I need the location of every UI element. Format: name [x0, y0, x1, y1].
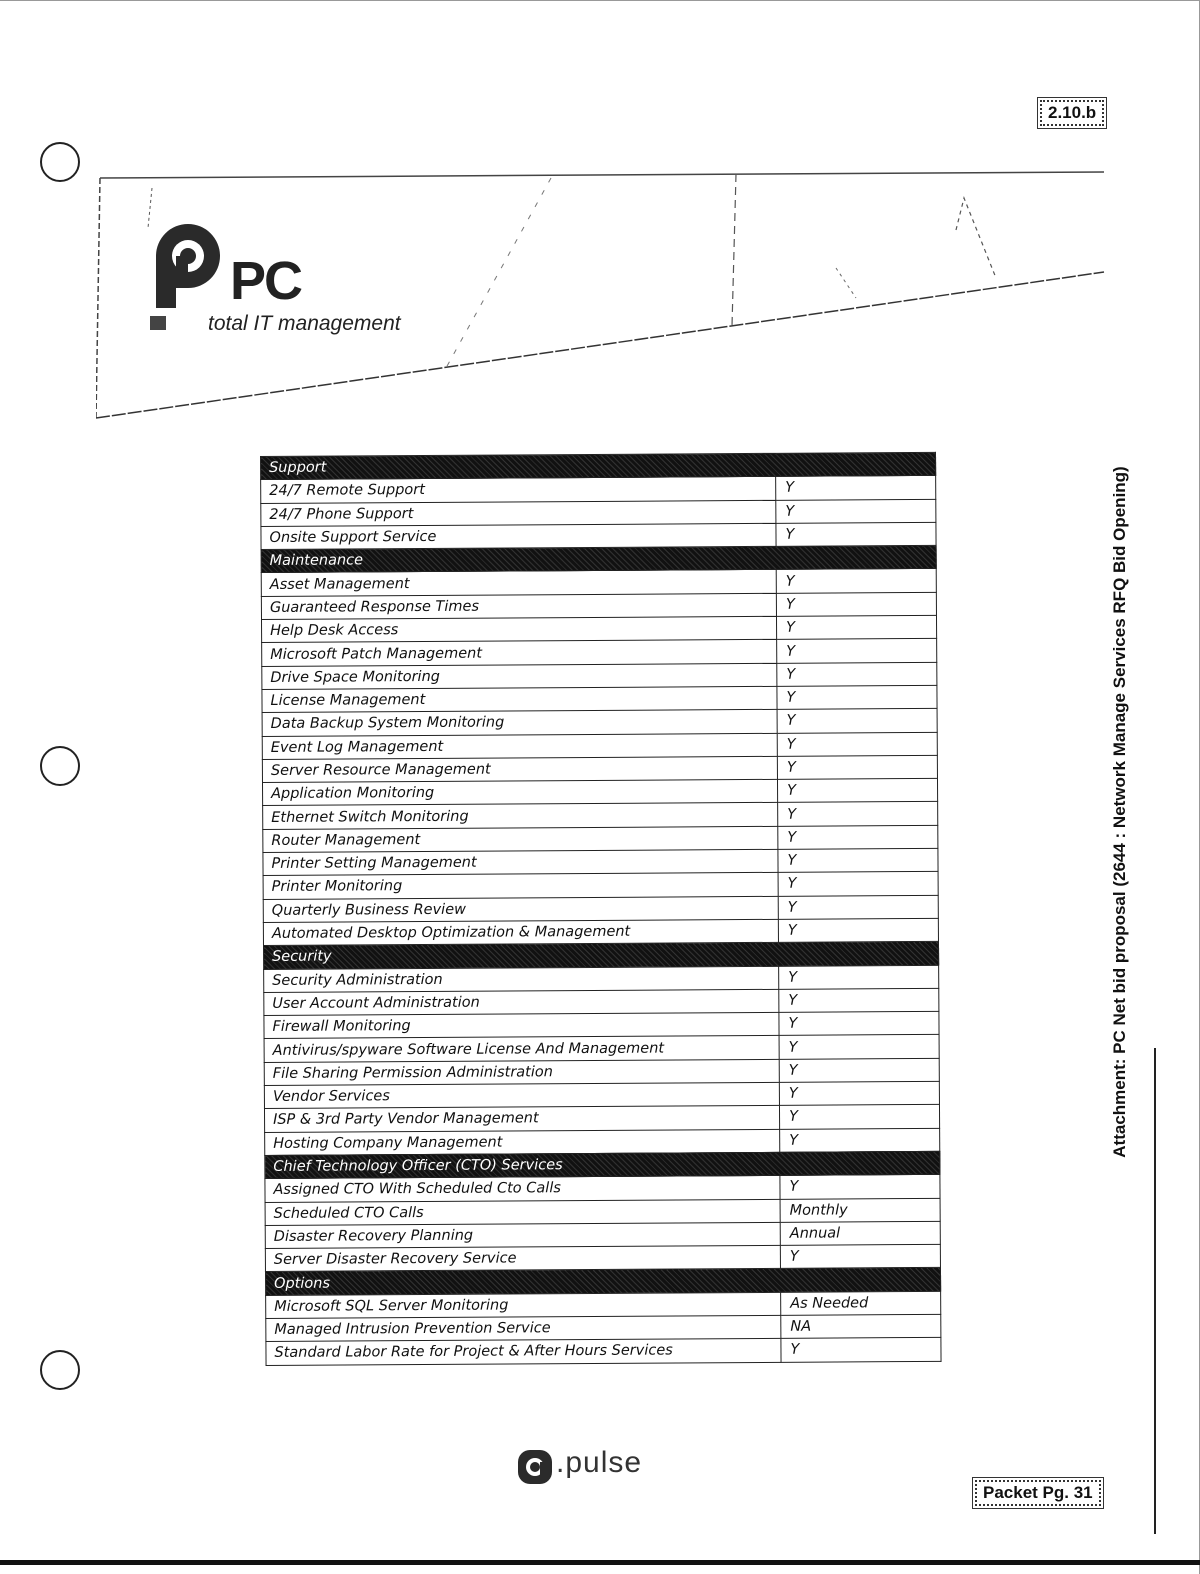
pc-logo	[146, 216, 416, 346]
service-value-cell: Y	[780, 1128, 940, 1152]
service-name-cell: Printer Monitoring	[263, 873, 778, 899]
service-name-cell: Assigned CTO With Scheduled Cto Calls	[265, 1176, 780, 1202]
service-value-cell: Y	[778, 918, 938, 942]
service-value-cell: Y	[777, 685, 937, 709]
service-value-cell: Y	[776, 499, 936, 523]
service-value-cell: Y	[776, 569, 936, 593]
service-name-cell: Microsoft Patch Management	[262, 640, 777, 666]
service-value-cell: Y	[778, 802, 938, 826]
service-name-cell: ISP & 3rd Party Vendor Management	[264, 1106, 779, 1132]
service-value-cell: Y	[780, 1175, 940, 1199]
service-name-cell: Server Resource Management	[262, 756, 777, 782]
service-value-cell: Y	[778, 872, 938, 896]
service-value-cell: Y	[779, 1035, 939, 1059]
section-title: Maintenance	[261, 546, 936, 573]
service-name-cell: Scheduled CTO Calls	[265, 1199, 780, 1225]
service-name-cell: Antivirus/spyware Software License And Management	[264, 1036, 779, 1062]
service-name-cell: Onsite Support Service	[261, 523, 776, 549]
service-name-cell: Hosting Company Management	[265, 1129, 780, 1155]
margin-rule	[1154, 1048, 1156, 1534]
services-table	[260, 452, 942, 1366]
service-value-cell: Y	[781, 1338, 941, 1362]
service-name-cell: 24/7 Remote Support	[261, 477, 776, 503]
binder-hole	[40, 142, 80, 182]
service-value-cell: Y	[777, 662, 937, 686]
bottom-rule	[0, 1560, 1200, 1565]
attachment-side-label: Attachment: PC Net bid proposal (2644 : Network Manage Services RFQ Bid Opening)	[1110, 466, 1129, 1158]
service-value-cell: Annual	[780, 1221, 940, 1245]
service-value-cell: Y	[776, 476, 936, 500]
service-value-cell: Y	[779, 1105, 939, 1129]
service-value-cell: Y	[777, 639, 937, 663]
service-name-cell: Quarterly Business Review	[263, 896, 778, 922]
service-value-cell: Y	[777, 755, 937, 779]
service-name-cell: Data Backup System Monitoring	[262, 710, 777, 736]
pulse-logo	[516, 1448, 666, 1488]
service-name-cell: Managed Intrusion Prevention Service	[266, 1315, 781, 1341]
service-value-cell: Y	[777, 779, 937, 803]
table-row	[266, 1338, 941, 1365]
section-title: Options	[265, 1268, 940, 1295]
binder-hole	[40, 746, 80, 786]
service-value-cell: Y	[777, 709, 937, 733]
service-value-cell: Y	[779, 1011, 939, 1035]
service-name-cell: Vendor Services	[264, 1082, 779, 1108]
pulse-logo-icon	[516, 1448, 554, 1486]
pulse-logo-text: .pulse	[556, 1446, 643, 1479]
service-value-cell: Y	[776, 522, 936, 546]
service-name-cell: User Account Administration	[264, 989, 779, 1015]
service-name-cell: Event Log Management	[262, 733, 777, 759]
service-name-cell: Application Monitoring	[262, 780, 777, 806]
section-title: Support	[261, 452, 936, 479]
service-name-cell: Security Administration	[264, 966, 779, 992]
service-value-cell: Y	[779, 1058, 939, 1082]
service-value-cell: Y	[778, 895, 938, 919]
service-name-cell: Microsoft SQL Server Monitoring	[266, 1292, 781, 1318]
service-name-cell: Asset Management	[261, 570, 776, 596]
service-name-cell: Ethernet Switch Monitoring	[263, 803, 778, 829]
service-value-cell: Y	[779, 988, 939, 1012]
service-value-cell: Y	[778, 825, 938, 849]
service-value-cell: Y	[777, 732, 937, 756]
service-name-cell: Printer Setting Management	[263, 849, 778, 875]
service-value-cell: Y	[780, 1244, 940, 1268]
service-value-cell: As Needed	[781, 1291, 941, 1315]
service-name-cell: Guaranteed Response Times	[261, 593, 776, 619]
section-title: Security	[263, 942, 938, 969]
section-title: Chief Technology Officer (CTO) Services	[265, 1151, 940, 1178]
service-name-cell: Automated Desktop Optimization & Management	[263, 919, 778, 945]
service-name-cell: Server Disaster Recovery Service	[265, 1245, 780, 1271]
binder-hole	[40, 1350, 80, 1390]
service-value-cell: Y	[776, 592, 936, 616]
service-value-cell: Monthly	[780, 1198, 940, 1222]
service-value-cell: NA	[781, 1314, 941, 1338]
reference-label: 2.10.b	[1040, 100, 1104, 126]
service-name-cell: Drive Space Monitoring	[262, 663, 777, 689]
service-name-cell: Router Management	[263, 826, 778, 852]
service-name-cell: Standard Labor Rate for Project & After Hours Services	[266, 1339, 781, 1365]
service-value-cell: Y	[779, 965, 939, 989]
pc-logo-brand: PC	[230, 251, 302, 311]
service-value-cell: Y	[779, 1081, 939, 1105]
service-value-cell: Y	[776, 615, 936, 639]
service-name-cell: 24/7 Phone Support	[261, 500, 776, 526]
packet-page-label: Packet Pg. 31	[975, 1480, 1101, 1506]
service-name-cell: Help Desk Access	[261, 616, 776, 642]
service-name-cell: File Sharing Permission Administration	[264, 1059, 779, 1085]
pc-logo-tagline: total IT management	[208, 312, 401, 335]
service-name-cell: License Management	[262, 686, 777, 712]
service-name-cell: Disaster Recovery Planning	[265, 1222, 780, 1248]
service-value-cell: Y	[778, 848, 938, 872]
service-name-cell: Firewall Monitoring	[264, 1012, 779, 1038]
